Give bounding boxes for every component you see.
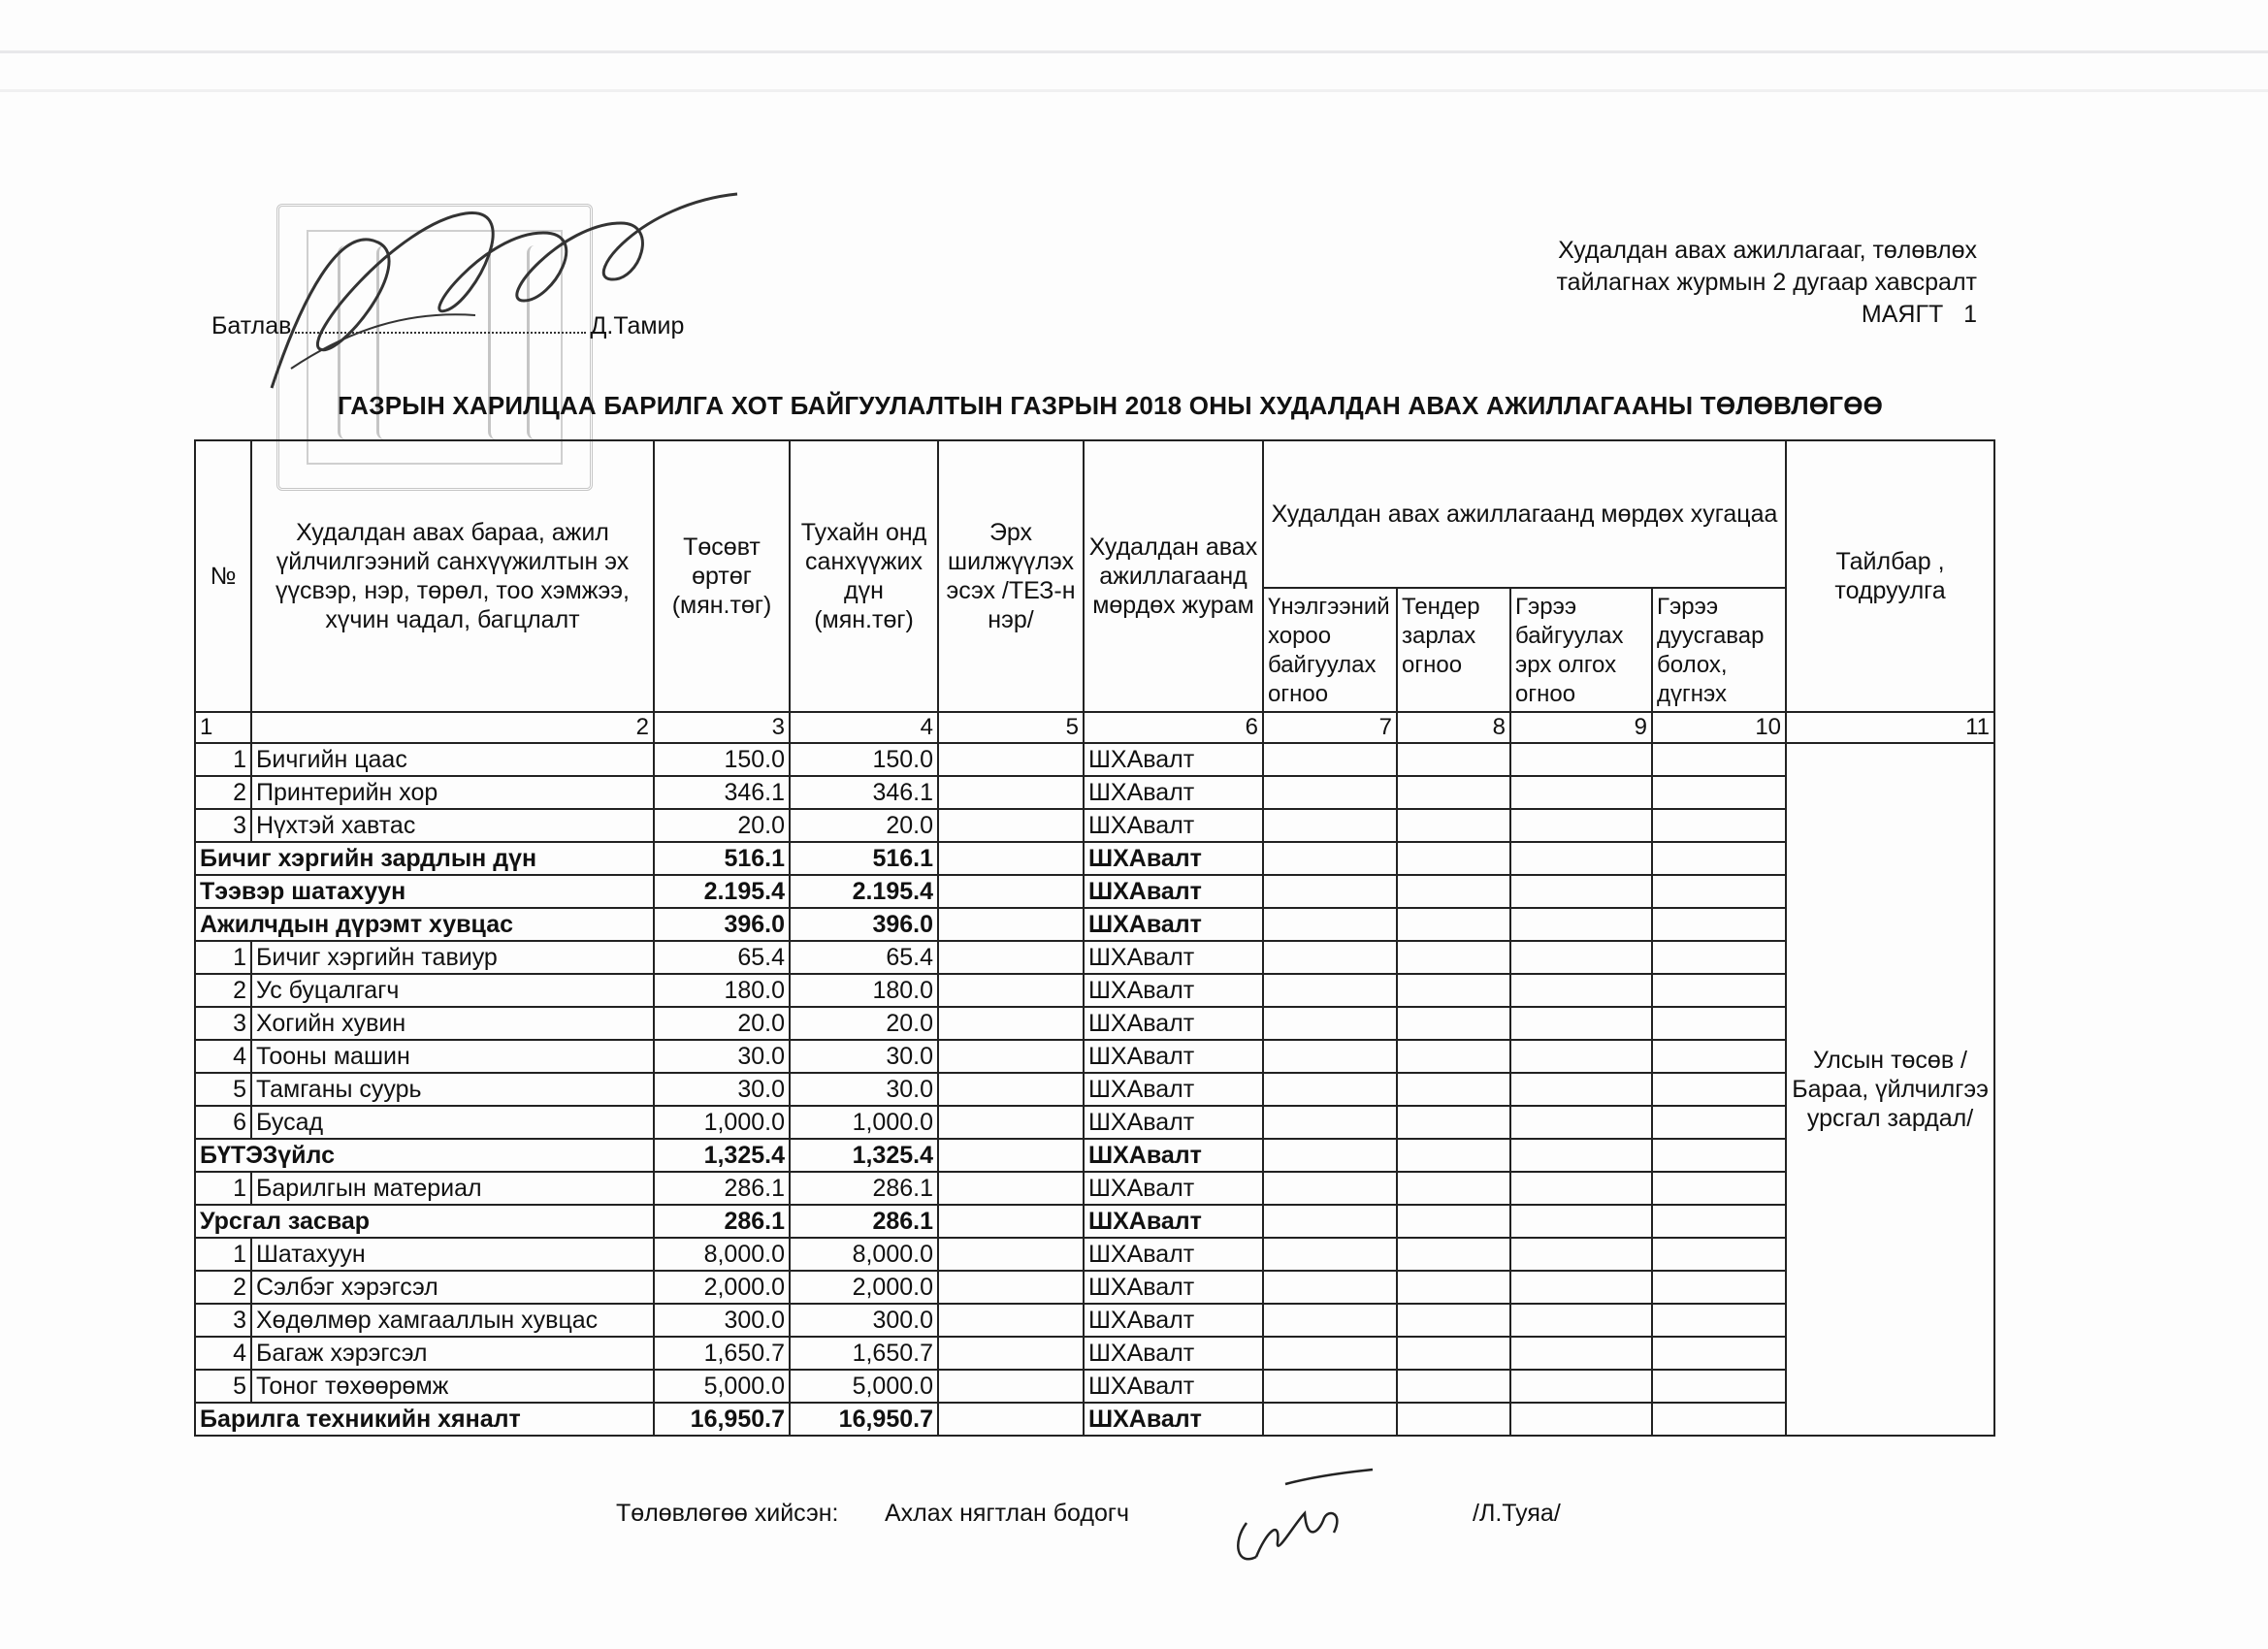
row-name: Хөдөлмөр хамгааллын хувцас <box>251 1304 654 1337</box>
annex-reference <box>1557 235 1977 331</box>
table-row <box>195 1304 1994 1337</box>
row-year-amount: 286.1 <box>790 1205 938 1238</box>
row-rights <box>938 809 1084 842</box>
row-tender-date <box>1397 1205 1510 1238</box>
table-row <box>195 1007 1994 1040</box>
row-procedure: ШХАвалт <box>1084 1106 1263 1139</box>
header-year-amount: Тухайн онд санхүүжих дүн (мян.төг) <box>790 440 938 712</box>
row-eval-date <box>1263 842 1397 875</box>
row-contract-right-date <box>1510 842 1652 875</box>
row-contract-right-date <box>1510 875 1652 908</box>
row-contract-end <box>1652 776 1786 809</box>
preparer-signature <box>1227 1465 1382 1571</box>
annex-line-1: Худалдан авах ажиллагааг, төлөвлөх <box>1558 237 1977 264</box>
table-row <box>195 941 1994 974</box>
row-tender-date <box>1397 908 1510 941</box>
row-tender-date <box>1397 1337 1510 1370</box>
row-note: Улсын төсөв /Бараа, үйлчилгээ урсгал зардал/ <box>1786 743 1994 1436</box>
row-number: 3 <box>195 1304 251 1337</box>
row-eval-date <box>1263 908 1397 941</box>
row-contract-right-date <box>1510 743 1652 776</box>
row-procedure: ШХАвалт <box>1084 1271 1263 1304</box>
row-number: 1 <box>195 1172 251 1205</box>
row-eval-date <box>1263 809 1397 842</box>
row-budget: 30.0 <box>654 1073 790 1106</box>
table-row <box>195 1106 1994 1139</box>
table-row <box>195 974 1994 1007</box>
row-name: Ажилчдын дүрэмт хувцас <box>195 908 654 941</box>
row-year-amount: 16,950.7 <box>790 1403 938 1436</box>
row-eval-date <box>1263 1106 1397 1139</box>
row-procedure: ШХАвалт <box>1084 743 1263 776</box>
row-year-amount: 30.0 <box>790 1040 938 1073</box>
row-procedure: ШХАвалт <box>1084 1007 1263 1040</box>
row-contract-end <box>1652 1172 1786 1205</box>
row-eval-date <box>1263 1073 1397 1106</box>
row-contract-right-date <box>1510 974 1652 1007</box>
row-procedure: ШХАвалт <box>1084 1073 1263 1106</box>
row-number: 4 <box>195 1040 251 1073</box>
row-rights <box>938 743 1084 776</box>
header-no: № <box>195 440 251 712</box>
row-budget: 1,000.0 <box>654 1106 790 1139</box>
row-budget: 286.1 <box>654 1172 790 1205</box>
row-year-amount: 1,325.4 <box>790 1139 938 1172</box>
row-rights <box>938 1403 1084 1436</box>
row-contract-right-date <box>1510 1106 1652 1139</box>
row-rights <box>938 1040 1084 1073</box>
row-tender-date <box>1397 776 1510 809</box>
row-rights <box>938 1370 1084 1403</box>
row-procedure: ШХАвалт <box>1084 1238 1263 1271</box>
row-contract-right-date <box>1510 1337 1652 1370</box>
row-rights <box>938 1271 1084 1304</box>
row-procedure: ШХАвалт <box>1084 1337 1263 1370</box>
row-number: 6 <box>195 1106 251 1139</box>
row-year-amount: 2,000.0 <box>790 1271 938 1304</box>
column-number: 1 <box>195 712 251 743</box>
row-year-amount: 1,000.0 <box>790 1106 938 1139</box>
row-contract-end <box>1652 842 1786 875</box>
row-procedure: ШХАвалт <box>1084 908 1263 941</box>
row-rights <box>938 1007 1084 1040</box>
subtotal-row <box>195 908 1994 941</box>
row-year-amount: 516.1 <box>790 842 938 875</box>
row-contract-end <box>1652 1073 1786 1106</box>
subtotal-row <box>195 1139 1994 1172</box>
row-budget: 150.0 <box>654 743 790 776</box>
row-contract-end <box>1652 1271 1786 1304</box>
row-name: Сэлбэг хэрэгсэл <box>251 1271 654 1304</box>
row-tender-date <box>1397 1139 1510 1172</box>
row-budget: 5,000.0 <box>654 1370 790 1403</box>
row-contract-end <box>1652 1304 1786 1337</box>
table-row <box>195 1370 1994 1403</box>
row-procedure: ШХАвалт <box>1084 1040 1263 1073</box>
column-number: 8 <box>1397 712 1510 743</box>
subtotal-row <box>195 1205 1994 1238</box>
row-budget: 300.0 <box>654 1304 790 1337</box>
row-contract-right-date <box>1510 1007 1652 1040</box>
row-eval-date <box>1263 1403 1397 1436</box>
row-contract-right-date <box>1510 1304 1652 1337</box>
row-rights <box>938 974 1084 1007</box>
row-tender-date <box>1397 1403 1510 1436</box>
row-year-amount: 180.0 <box>790 974 938 1007</box>
row-procedure: ШХАвалт <box>1084 941 1263 974</box>
row-year-amount: 8,000.0 <box>790 1238 938 1271</box>
row-procedure: ШХАвалт <box>1084 875 1263 908</box>
row-contract-right-date <box>1510 1172 1652 1205</box>
table-row <box>195 1172 1994 1205</box>
header-contract-right-date: Гэрээ байгуулах эрх олгох огноо <box>1510 588 1652 712</box>
row-year-amount: 396.0 <box>790 908 938 941</box>
table-row <box>195 1040 1994 1073</box>
row-contract-end <box>1652 1370 1786 1403</box>
row-contract-end <box>1652 1403 1786 1436</box>
document-title: ГАЗРЫН ХАРИЛЦАА БАРИЛГА ХОТ БАЙГУУЛАЛТЫН ГАЗРЫН 2018 ОНЫ ХУДАЛДАН АВАХ АЖИЛЛАГААНЫ ТӨЛӨВЛӨГӨӨ <box>338 391 1884 420</box>
row-eval-date <box>1263 1040 1397 1073</box>
header-budget: Төсөвт өртөг (мян.төг) <box>654 440 790 712</box>
row-contract-end <box>1652 1139 1786 1172</box>
row-number: 3 <box>195 809 251 842</box>
column-number: 10 <box>1652 712 1786 743</box>
prepared-by-label: Төлөвлөгөө хийсэн: <box>616 1500 839 1527</box>
table-row <box>195 1271 1994 1304</box>
row-tender-date <box>1397 1238 1510 1271</box>
procurement-plan-table <box>194 439 1995 1437</box>
row-tender-date <box>1397 1172 1510 1205</box>
row-eval-date <box>1263 1007 1397 1040</box>
approver-name: Д.Тамир <box>590 312 685 340</box>
row-eval-date <box>1263 1304 1397 1337</box>
row-rights <box>938 1106 1084 1139</box>
row-budget: 1,650.7 <box>654 1337 790 1370</box>
row-number: 2 <box>195 1271 251 1304</box>
row-tender-date <box>1397 1370 1510 1403</box>
approval-line <box>211 312 684 340</box>
annex-line-2: тайлагнах журмын 2 дугаар хавсралт <box>1556 269 1977 296</box>
row-contract-right-date <box>1510 809 1652 842</box>
column-number: 3 <box>654 712 790 743</box>
table-row <box>195 743 1994 776</box>
row-tender-date <box>1397 941 1510 974</box>
row-procedure: ШХАвалт <box>1084 1139 1263 1172</box>
column-number: 9 <box>1510 712 1652 743</box>
column-number: 7 <box>1263 712 1397 743</box>
table-row <box>195 1337 1994 1370</box>
row-budget: 20.0 <box>654 809 790 842</box>
row-contract-right-date <box>1510 1238 1652 1271</box>
row-name: Бусад <box>251 1106 654 1139</box>
row-rights <box>938 1238 1084 1271</box>
row-budget: 20.0 <box>654 1007 790 1040</box>
row-number: 5 <box>195 1073 251 1106</box>
row-contract-right-date <box>1510 1139 1652 1172</box>
row-rights <box>938 1172 1084 1205</box>
row-tender-date <box>1397 743 1510 776</box>
scan-artifact-line <box>0 50 2268 53</box>
header-eval-date: Үнэлгээний хороо байгуулах огноо <box>1263 588 1397 712</box>
row-name: Тамганы суурь <box>251 1073 654 1106</box>
column-number: 6 <box>1084 712 1263 743</box>
column-number: 2 <box>251 712 654 743</box>
table-row <box>195 1238 1994 1271</box>
preparer-position: Ахлах нягтлан бодогч <box>885 1500 1130 1527</box>
row-tender-date <box>1397 1271 1510 1304</box>
row-procedure: ШХАвалт <box>1084 809 1263 842</box>
row-rights <box>938 908 1084 941</box>
form-label: МАЯГТ 1 <box>1861 301 1977 328</box>
row-eval-date <box>1263 941 1397 974</box>
row-contract-end <box>1652 809 1786 842</box>
row-rights <box>938 1337 1084 1370</box>
row-contract-end <box>1652 941 1786 974</box>
row-contract-end <box>1652 974 1786 1007</box>
header-procedure: Худалдан авах ажиллагаанд мөрдөх журам <box>1084 440 1263 712</box>
row-rights <box>938 941 1084 974</box>
row-year-amount: 300.0 <box>790 1304 938 1337</box>
column-number-row <box>195 712 1994 743</box>
row-name: Барилгын материал <box>251 1172 654 1205</box>
table-row <box>195 809 1994 842</box>
row-name: Бичгийн цаас <box>251 743 654 776</box>
row-eval-date <box>1263 1370 1397 1403</box>
column-number: 4 <box>790 712 938 743</box>
row-contract-right-date <box>1510 1205 1652 1238</box>
row-name: Ус буцалгагч <box>251 974 654 1007</box>
row-number: 1 <box>195 941 251 974</box>
header-tender-date: Тендер зарлах огноо <box>1397 588 1510 712</box>
row-tender-date <box>1397 1040 1510 1073</box>
table-row <box>195 776 1994 809</box>
row-budget: 1,325.4 <box>654 1139 790 1172</box>
row-contract-end <box>1652 908 1786 941</box>
row-rights <box>938 1304 1084 1337</box>
row-procedure: ШХАвалт <box>1084 1304 1263 1337</box>
row-eval-date <box>1263 743 1397 776</box>
header-rights: Эрх шилжүүлэх эсэх /ТЕЗ-н нэр/ <box>938 440 1084 712</box>
row-contract-end <box>1652 875 1786 908</box>
row-name: Нүхтэй хавтас <box>251 809 654 842</box>
row-name: Бичиг хэргийн тавиур <box>251 941 654 974</box>
row-eval-date <box>1263 776 1397 809</box>
preparer-name: /Л.Туяа/ <box>1473 1500 1561 1527</box>
row-eval-date <box>1263 875 1397 908</box>
subtotal-row <box>195 875 1994 908</box>
row-contract-right-date <box>1510 1370 1652 1403</box>
row-name: Хогийн хувин <box>251 1007 654 1040</box>
row-name: БҮТЭЗүйлс <box>195 1139 654 1172</box>
approval-label: Батлав <box>211 312 292 340</box>
row-year-amount: 30.0 <box>790 1073 938 1106</box>
row-budget: 2.195.4 <box>654 875 790 908</box>
row-budget: 286.1 <box>654 1205 790 1238</box>
row-name: Принтерийн хор <box>251 776 654 809</box>
row-budget: 30.0 <box>654 1040 790 1073</box>
row-rights <box>938 1073 1084 1106</box>
row-rights <box>938 842 1084 875</box>
row-name: Шатахуун <box>251 1238 654 1271</box>
row-tender-date <box>1397 1073 1510 1106</box>
row-procedure: ШХАвалт <box>1084 1205 1263 1238</box>
column-number: 5 <box>938 712 1084 743</box>
row-procedure: ШХАвалт <box>1084 1172 1263 1205</box>
row-number: 4 <box>195 1337 251 1370</box>
row-contract-end <box>1652 1337 1786 1370</box>
row-eval-date <box>1263 1337 1397 1370</box>
row-contract-right-date <box>1510 1271 1652 1304</box>
row-tender-date <box>1397 974 1510 1007</box>
row-budget: 65.4 <box>654 941 790 974</box>
row-eval-date <box>1263 974 1397 1007</box>
row-contract-end <box>1652 1238 1786 1271</box>
row-name: Тээвэр шатахуун <box>195 875 654 908</box>
row-tender-date <box>1397 1106 1510 1139</box>
row-budget: 16,950.7 <box>654 1403 790 1436</box>
row-tender-date <box>1397 875 1510 908</box>
row-tender-date <box>1397 1304 1510 1337</box>
row-year-amount: 2.195.4 <box>790 875 938 908</box>
row-eval-date <box>1263 1238 1397 1271</box>
row-eval-date <box>1263 1139 1397 1172</box>
row-contract-right-date <box>1510 1040 1652 1073</box>
row-year-amount: 150.0 <box>790 743 938 776</box>
row-contract-end <box>1652 743 1786 776</box>
row-rights <box>938 776 1084 809</box>
row-year-amount: 346.1 <box>790 776 938 809</box>
row-contract-right-date <box>1510 908 1652 941</box>
row-budget: 346.1 <box>654 776 790 809</box>
row-number: 2 <box>195 974 251 1007</box>
row-contract-right-date <box>1510 1403 1652 1436</box>
table-row <box>195 1073 1994 1106</box>
row-tender-date <box>1397 809 1510 842</box>
row-budget: 180.0 <box>654 974 790 1007</box>
row-budget: 8,000.0 <box>654 1238 790 1271</box>
row-name: Тоног төхөөрөмж <box>251 1370 654 1403</box>
row-name: Багаж хэрэгсэл <box>251 1337 654 1370</box>
row-number: 3 <box>195 1007 251 1040</box>
row-eval-date <box>1263 1205 1397 1238</box>
row-budget: 516.1 <box>654 842 790 875</box>
row-number: 1 <box>195 1238 251 1271</box>
row-contract-right-date <box>1510 1073 1652 1106</box>
subtotal-row <box>195 842 1994 875</box>
row-contract-end <box>1652 1007 1786 1040</box>
row-year-amount: 5,000.0 <box>790 1370 938 1403</box>
row-contract-end <box>1652 1106 1786 1139</box>
row-year-amount: 20.0 <box>790 809 938 842</box>
row-procedure: ШХАвалт <box>1084 842 1263 875</box>
row-name: Барилга техникийн хяналт <box>195 1403 654 1436</box>
row-rights <box>938 1205 1084 1238</box>
row-number: 5 <box>195 1370 251 1403</box>
row-contract-right-date <box>1510 776 1652 809</box>
header-note: Тайлбар , тодруулга <box>1786 440 1994 712</box>
header-timeline: Худалдан авах ажиллагаанд мөрдөх хугацаа <box>1263 440 1786 588</box>
header-item: Худалдан авах бараа, ажил үйлчилгээний санхүүжилтын эх үүсвэр, нэр, төрөл, тоо хэмжээ, хүчин чадал, багцлалт <box>251 440 654 712</box>
row-year-amount: 1,650.7 <box>790 1337 938 1370</box>
row-rights <box>938 1139 1084 1172</box>
scan-artifact-line <box>0 89 2268 92</box>
row-budget: 2,000.0 <box>654 1271 790 1304</box>
subtotal-row <box>195 1403 1994 1436</box>
table-body <box>195 712 1994 1436</box>
row-contract-right-date <box>1510 941 1652 974</box>
row-year-amount: 65.4 <box>790 941 938 974</box>
row-procedure: ШХАвалт <box>1084 1370 1263 1403</box>
row-year-amount: 20.0 <box>790 1007 938 1040</box>
row-tender-date <box>1397 1007 1510 1040</box>
row-tender-date <box>1397 842 1510 875</box>
row-number: 2 <box>195 776 251 809</box>
row-contract-end <box>1652 1205 1786 1238</box>
row-procedure: ШХАвалт <box>1084 776 1263 809</box>
row-budget: 396.0 <box>654 908 790 941</box>
row-eval-date <box>1263 1271 1397 1304</box>
row-number: 1 <box>195 743 251 776</box>
row-rights <box>938 875 1084 908</box>
column-number: 11 <box>1786 712 1994 743</box>
row-contract-end <box>1652 1040 1786 1073</box>
row-eval-date <box>1263 1172 1397 1205</box>
row-year-amount: 286.1 <box>790 1172 938 1205</box>
header-contract-end: Гэрээ дуусгавар болох, дүгнэх <box>1652 588 1786 712</box>
row-procedure: ШХАвалт <box>1084 1403 1263 1436</box>
row-procedure: ШХАвалт <box>1084 974 1263 1007</box>
row-name: Бичиг хэргийн зардлын дүн <box>195 842 654 875</box>
row-name: Урсгал засвар <box>195 1205 654 1238</box>
row-name: Тооны машин <box>251 1040 654 1073</box>
